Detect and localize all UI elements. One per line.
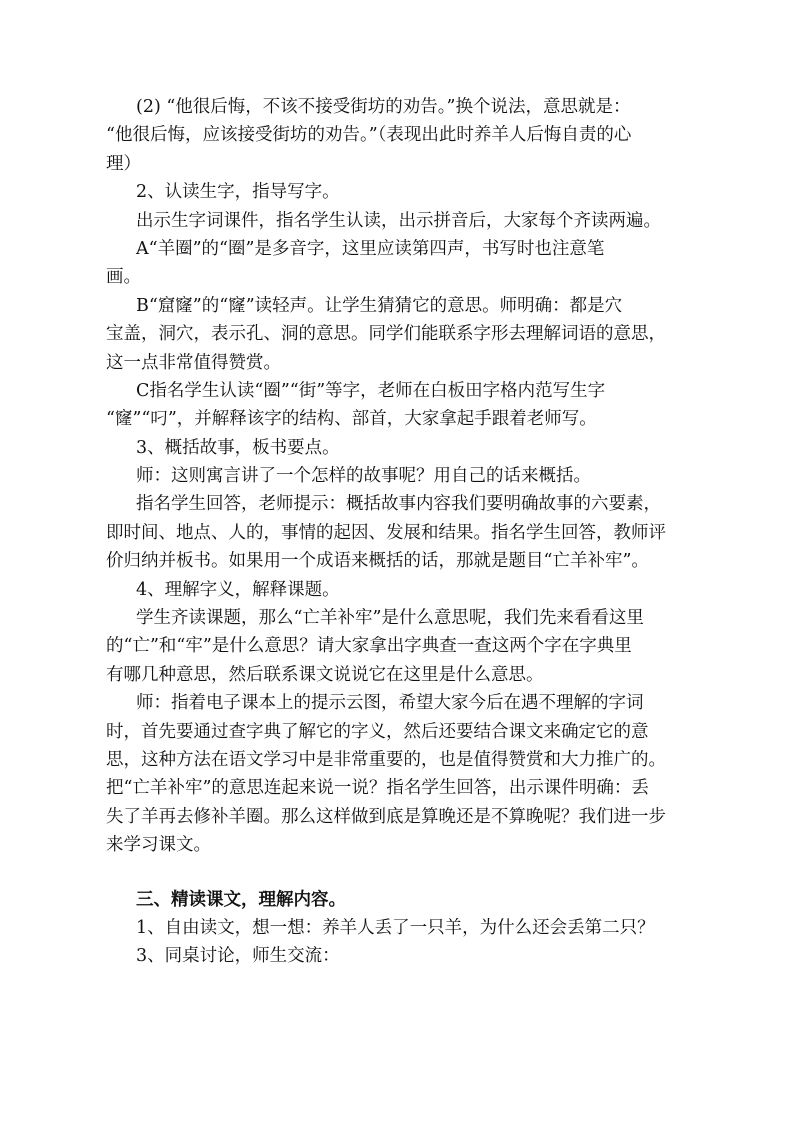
paragraph-line: 3、同桌讨论，师生交流： bbox=[136, 946, 340, 967]
paragraph-line: 1、自由读文，想一想：养羊人丢了一只羊，为什么还会丢第二只？ bbox=[136, 917, 655, 938]
paragraph-line: 即时间、地点、人的，事情的起因、发展和结果。指名学生回答，教师评 bbox=[106, 522, 666, 543]
paragraph-line: 有哪几种意思，然后联系课文说说它在这里是什么意思。 bbox=[106, 664, 544, 685]
paragraph-line: 来学习课文。 bbox=[106, 835, 211, 856]
paragraph-line: 画。 bbox=[106, 267, 141, 288]
paragraph-line: 的“亡”和“牢”是什么意思？请大家拿出字典查一查这两个字在字典里 bbox=[106, 636, 632, 657]
paragraph-line: “他很后悔，应该接受街坊的劝告。”（表现出此时养羊人后悔自责的心 bbox=[106, 125, 632, 146]
paragraph-line: B“窟窿”的“窿”读轻声。让学生猜猜它的意思。师明确：都是穴 bbox=[136, 295, 623, 316]
paragraph-line: 价归纳并板书。如果用一个成语来概括的话，那就是题目“亡羊补牢”。 bbox=[106, 551, 649, 572]
paragraph-line: 理） bbox=[106, 153, 141, 174]
section-subheading: 3、概括故事，板书要点。 bbox=[136, 437, 340, 458]
paragraph-line: “窿”“叼”，并解释该字的结构、部首，大家拿起手跟着老师写。 bbox=[106, 409, 597, 430]
paragraph-line: 师：这则寓言讲了一个怎样的故事呢？用自己的话来概括。 bbox=[136, 466, 591, 487]
paragraph-line: 宝盖，洞穴，表示孔、洞的意思。同学们能联系字形去理解词语的意思， bbox=[106, 324, 666, 345]
section-heading: 三、精读课文，理解内容。 bbox=[136, 889, 346, 910]
paragraph-line: 把“亡羊补牢”的意思连起来说一说？指名学生回答，出示课件明确：丢 bbox=[106, 778, 649, 799]
paragraph-line: 师：指着电子课本上的提示云图，希望大家今后在遇不理解的字词 bbox=[136, 693, 644, 714]
paragraph-spacer bbox=[106, 860, 704, 886]
paragraph-line: 学生齐读课题，那么“亡羊补牢”是什么意思呢，我们先来看看这里 bbox=[136, 608, 644, 629]
paragraph-line: 思，这种方法在语文学习中是非常重要的，也是值得赞赏和大力推广的。 bbox=[106, 749, 666, 770]
paragraph-line: 这一点非常值得赞赏。 bbox=[106, 352, 281, 373]
paragraph-line: 指名学生回答，老师提示：概括故事内容我们要明确故事的六要素， bbox=[136, 494, 661, 515]
paragraph-line: C指名学生认读“圈”“街”等字，老师在白板田字格内范写生字 bbox=[136, 380, 606, 401]
paragraph-line: 出示生字词课件，指名学生认读，出示拼音后，大家每个齐读两遍。 bbox=[136, 210, 661, 231]
paragraph-line: 时，首先要通过查字典了解它的字义，然后还要结合课文来确定它的意 bbox=[106, 721, 649, 742]
paragraph-line: A“羊圈”的“圈”是多音字，这里应读第四声，书写时也注意笔 bbox=[136, 238, 605, 259]
paragraph-line: 失了羊再去修补羊圈。那么这样做到底是算晚还是不算晚呢？我们进一步 bbox=[106, 806, 666, 827]
section-subheading: 2、认读生字，指导写字。 bbox=[136, 182, 340, 203]
section-subheading: 4、理解字义，解释课题。 bbox=[136, 579, 340, 600]
paragraph-line: (2) “他很后悔，不该不接受街坊的劝告。”换个说法，意思就是： bbox=[136, 97, 631, 117]
